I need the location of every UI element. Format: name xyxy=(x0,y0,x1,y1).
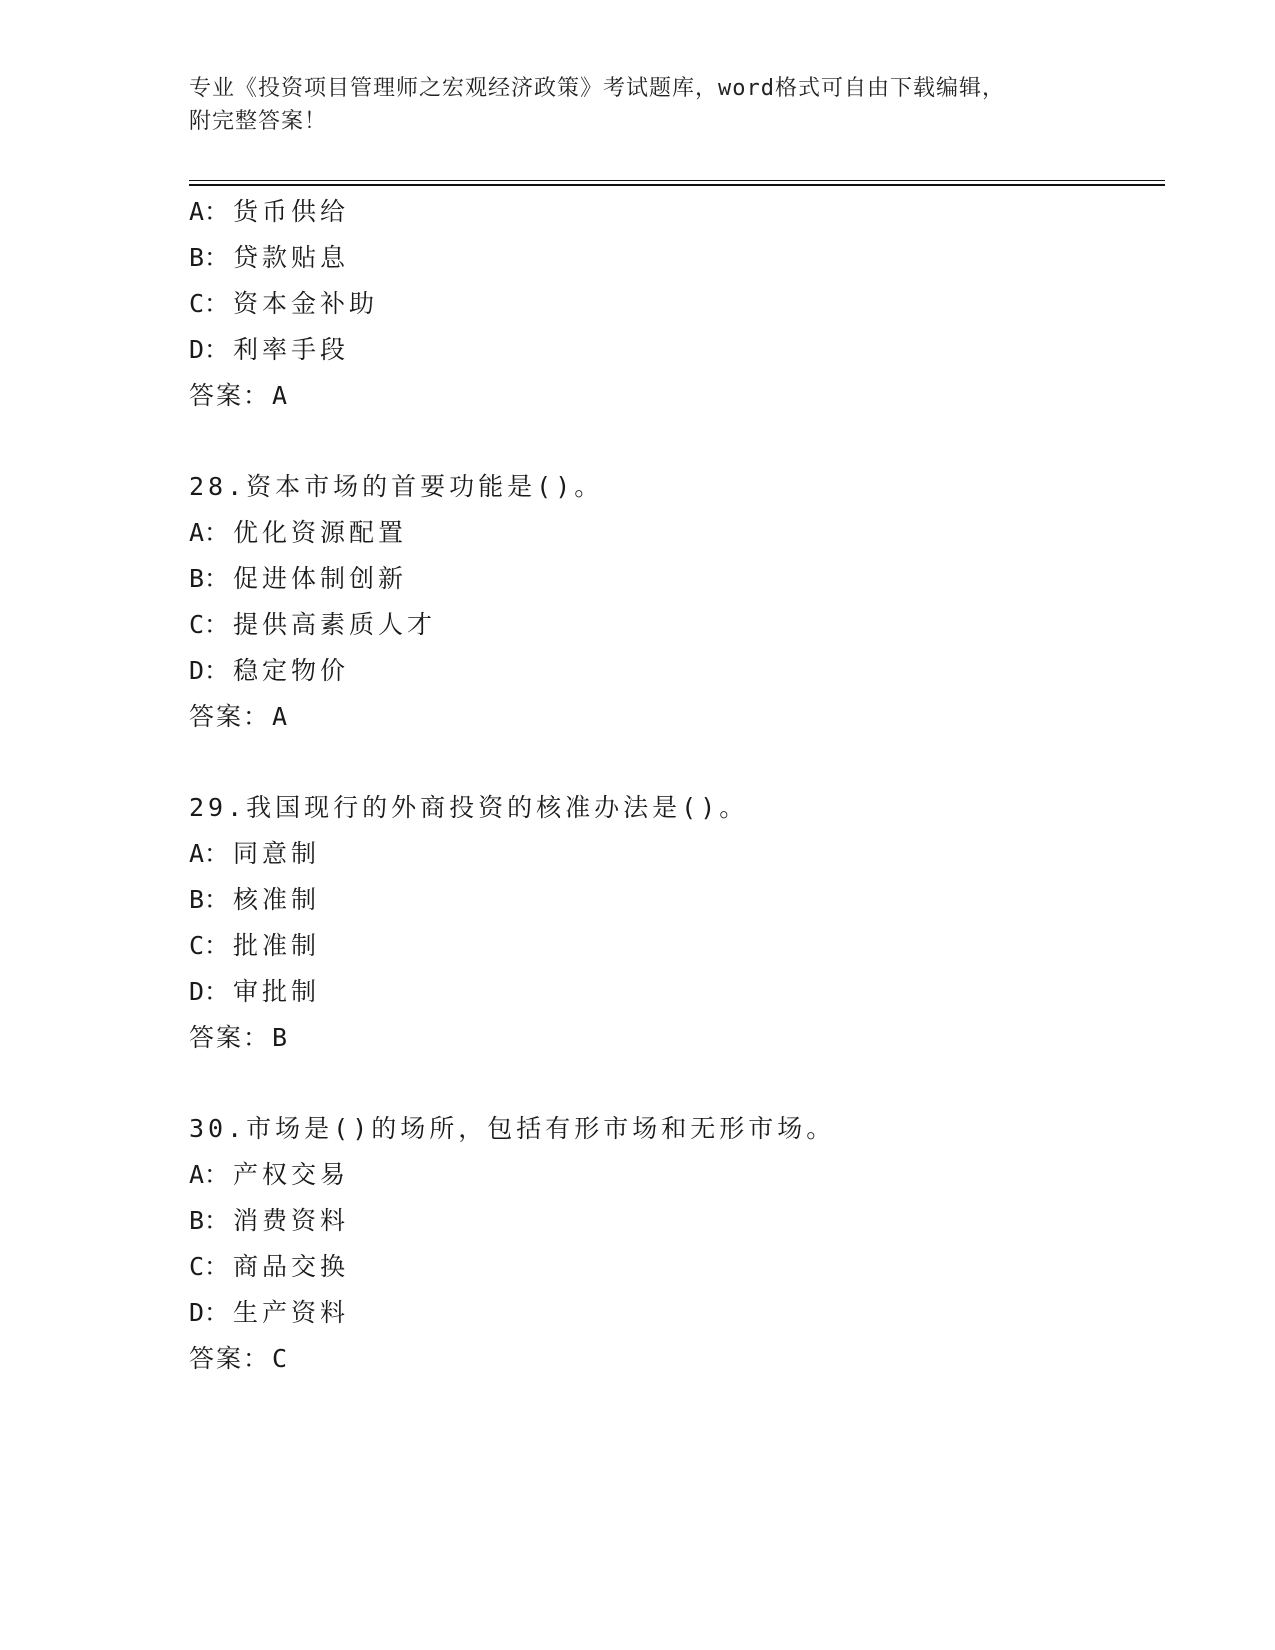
option-text: 批准制 xyxy=(233,931,321,960)
option-letter: C： xyxy=(189,289,230,318)
document-header xyxy=(189,72,1089,138)
option-letter: D： xyxy=(189,335,230,364)
option-text: 生产资料 xyxy=(233,1298,350,1327)
answer-value: A xyxy=(272,702,290,731)
answer-label: 答案： xyxy=(189,1344,271,1373)
option-a xyxy=(189,1152,1169,1198)
answer-line xyxy=(189,694,1169,740)
option-letter: C： xyxy=(189,610,230,639)
spacer xyxy=(189,740,1169,785)
option-letter: D： xyxy=(189,656,230,685)
option-text: 优化资源配置 xyxy=(233,518,408,547)
option-c xyxy=(189,281,1169,327)
option-text: 稳定物价 xyxy=(233,656,350,685)
answer-value: A xyxy=(272,381,290,410)
header-divider-thick xyxy=(189,184,1165,186)
header-divider-thin xyxy=(189,180,1165,181)
option-letter: A： xyxy=(189,839,230,868)
question-block xyxy=(189,785,1169,1061)
answer-value: C xyxy=(272,1344,290,1373)
header-line-1: 专业《投资项目管理师之宏观经济政策》考试题库，word格式可自由下载编辑， xyxy=(189,76,1005,101)
option-letter: A： xyxy=(189,197,230,226)
option-a xyxy=(189,189,1169,235)
option-letter: A： xyxy=(189,1160,230,1189)
answer-line xyxy=(189,1336,1169,1382)
option-letter: B： xyxy=(189,243,230,272)
question-block xyxy=(189,464,1169,740)
option-a xyxy=(189,831,1169,877)
option-text: 审批制 xyxy=(233,977,321,1006)
option-d xyxy=(189,1290,1169,1336)
answer-value: B xyxy=(272,1023,290,1052)
option-letter: C： xyxy=(189,1252,230,1281)
header-line-2: 附完整答案！ xyxy=(189,109,328,134)
option-b xyxy=(189,877,1169,923)
option-letter: C： xyxy=(189,931,230,960)
option-a xyxy=(189,510,1169,556)
option-b xyxy=(189,556,1169,602)
question-block xyxy=(189,189,1169,419)
option-text: 促进体制创新 xyxy=(233,564,408,593)
option-text: 消费资料 xyxy=(233,1206,350,1235)
option-text: 提供高素质人才 xyxy=(233,610,437,639)
spacer xyxy=(189,419,1169,464)
answer-label: 答案： xyxy=(189,702,271,731)
option-letter: B： xyxy=(189,885,230,914)
option-letter: D： xyxy=(189,1298,230,1327)
option-text: 核准制 xyxy=(233,885,321,914)
option-c xyxy=(189,1244,1169,1290)
option-d xyxy=(189,327,1169,373)
question-block xyxy=(189,1106,1169,1382)
option-d xyxy=(189,648,1169,694)
spacer xyxy=(189,1061,1169,1106)
option-text: 同意制 xyxy=(233,839,321,868)
answer-label: 答案： xyxy=(189,381,271,410)
option-c xyxy=(189,923,1169,969)
option-text: 利率手段 xyxy=(233,335,350,364)
option-text: 资本金补助 xyxy=(233,289,379,318)
option-letter: A： xyxy=(189,518,230,547)
option-text: 产权交易 xyxy=(233,1160,350,1189)
option-c xyxy=(189,602,1169,648)
answer-line xyxy=(189,373,1169,419)
option-d xyxy=(189,969,1169,1015)
question-stem: 30.市场是()的场所，包括有形市场和无形市场。 xyxy=(189,1114,836,1143)
question-stem: 28.资本市场的首要功能是()。 xyxy=(189,472,604,501)
question-list xyxy=(189,189,1169,1382)
option-text: 货币供给 xyxy=(233,197,350,226)
option-b xyxy=(189,235,1169,281)
option-letter: D： xyxy=(189,977,230,1006)
option-letter: B： xyxy=(189,1206,230,1235)
answer-label: 答案： xyxy=(189,1023,271,1052)
option-b xyxy=(189,1198,1169,1244)
option-letter: B： xyxy=(189,564,230,593)
option-text: 商品交换 xyxy=(233,1252,350,1281)
answer-line xyxy=(189,1015,1169,1061)
option-text: 贷款贴息 xyxy=(233,243,350,272)
question-stem: 29.我国现行的外商投资的核准办法是()。 xyxy=(189,793,749,822)
